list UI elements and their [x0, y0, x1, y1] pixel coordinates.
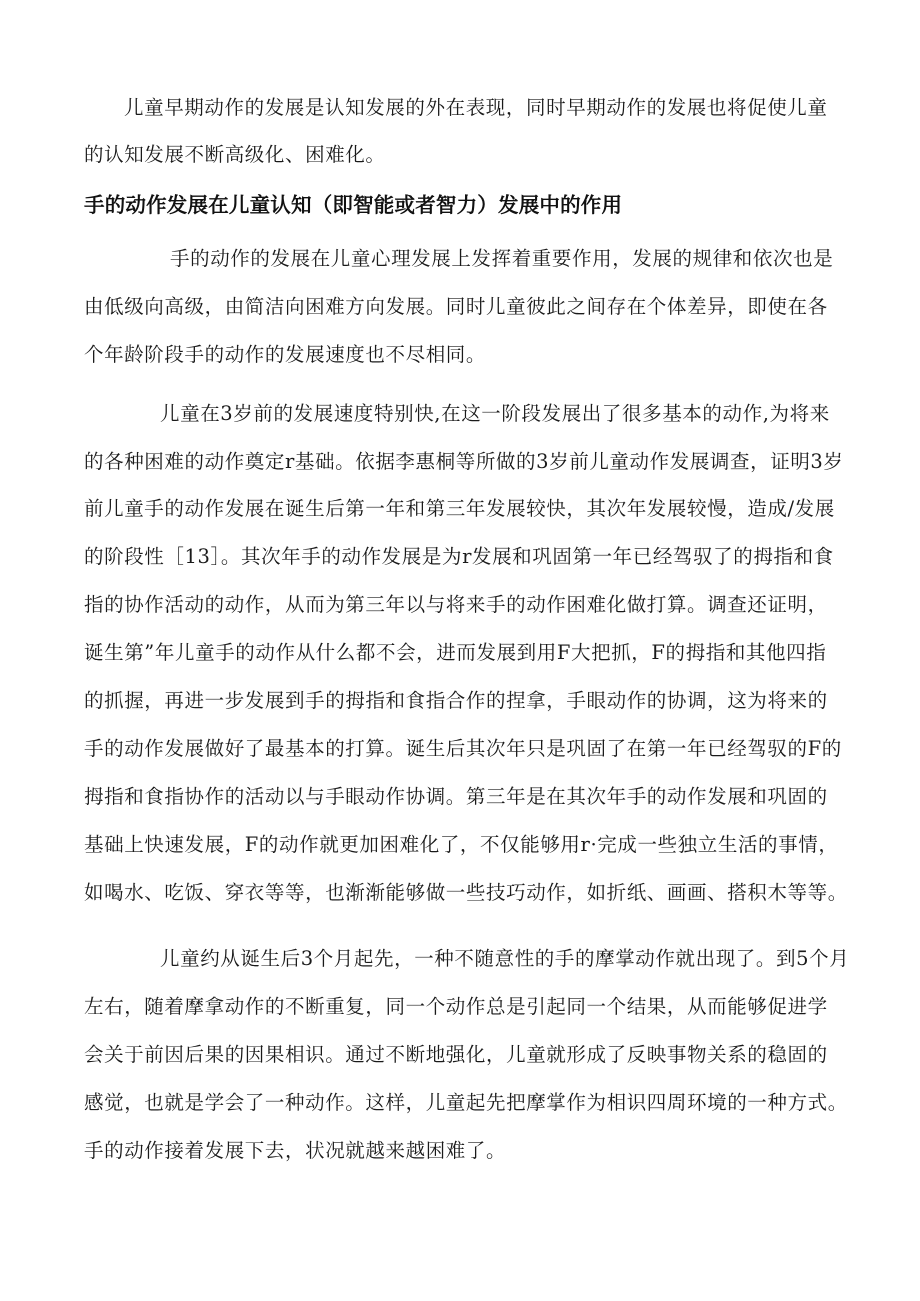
paragraph-2-line-2: 由低级向高级，由简洁向困难方向发展。同时儿童彼此之间存在个体差异，即使在各: [84, 295, 828, 318]
paragraph-4-line-2: 左右，随着摩拿动作的不断重复，同一个动作总是引起同一个结果，从而能够促进学: [84, 995, 828, 1018]
paragraph-2-line-3: 个年龄阶段手的动作的发展速度也不尽相同。: [84, 343, 487, 366]
paragraph-3-line-5: 指的协作活动的动作，从而为第三年以与将来手的动作困难化做打算。调查还证明，: [84, 593, 828, 616]
paragraph-3-line-4: 的阶段性［13］。其次年手的动作发展是为r发展和巩固第一年已经驾驭了的拇指和食: [84, 545, 834, 568]
paragraph-3-line-2: 的各种困难的动作奠定r基础。依据李惠桐等所做的3岁前儿童动作发展调查，证明3岁: [84, 450, 844, 473]
paragraph-4-line-4: 感觉，也就是学会了一种动作。这样，儿童起先把摩掌作为相识四周环境的一种方式。: [84, 1091, 848, 1114]
paragraph-3-line-7: 的抓握，再进一步发展到手的拇指和食指合作的捏拿，手眼动作的协调，这为将来的: [84, 689, 828, 712]
paragraph-3-line-11: 如喝水、吃饭、穿衣等等，也渐渐能够做一些技巧动作，如折纸、画画、搭积木等等。: [84, 881, 848, 904]
paragraph-2-line-1: 手的动作的发展在儿童心理发展上发挥着重要作用，发展的规律和依次也是: [170, 247, 834, 270]
section-heading: 手的动作发展在儿童认知（即智能或者智力）发展中的作用: [84, 193, 623, 217]
paragraph-3-line-8: 手的动作发展做好了最基本的打算。诞生后其次年只是巩固了在第一年已经驾驭的F的: [84, 737, 842, 760]
paragraph-3-line-6: 诞生第”年儿童手的动作从什么都不会，进而发展到用F大把抓，F的拇指和其他四指: [84, 641, 827, 664]
paragraph-4-line-3: 会关于前因后果的因果相识。通过不断地强化，儿童就形成了反映事物关系的稳固的: [84, 1043, 828, 1066]
paragraph-3-line-9: 拇指和食指协作的活动以与手眼动作协调。第三年是在其次年手的动作发展和巩固的: [84, 785, 828, 808]
paragraph-4-line-5: 手的动作接着发展下去，状况就越来越困难了。: [84, 1139, 507, 1162]
paragraph-1-line-1: 儿童早期动作的发展是认知发展的外在表现，同时早期动作的发展也将促使儿童: [124, 96, 828, 119]
paragraph-3-line-10: 基础上快速发展，F的动作就更加困难化了，不仅能够用r·完成一些独立生活的事情，: [84, 833, 839, 856]
paragraph-1-line-2: 的认知发展不断高级化、困难化。: [84, 143, 386, 166]
paragraph-4-line-1: 儿童约从诞生后3个月起先，一种不随意性的手的摩掌动作就出现了。到5个月: [160, 947, 850, 970]
paragraph-3-line-3: 前儿童手的动作发展在诞生后第一年和第三年发展较快，其次年发展较慢，造成/发展: [84, 497, 835, 520]
paragraph-3-line-1: 儿童在3岁前的发展速度特别快,在这一阶段发展出了很多基本的动作,为将来: [160, 402, 830, 425]
